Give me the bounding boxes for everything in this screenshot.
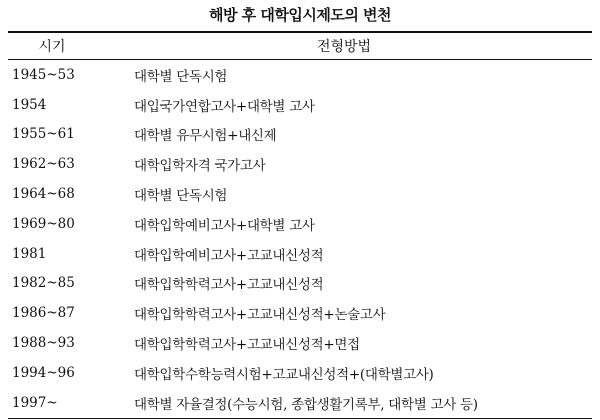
table-row bbox=[8, 358, 592, 388]
table-row bbox=[8, 388, 592, 418]
row-period: 1986~87 bbox=[12, 305, 75, 322]
row-method: 대학별 유무시험+내신제 bbox=[134, 128, 277, 145]
table-row bbox=[8, 149, 592, 179]
row-period: 1982~85 bbox=[12, 275, 75, 292]
table-row bbox=[8, 90, 592, 120]
row-period: 1994~96 bbox=[12, 364, 75, 381]
header-period: 시기 bbox=[38, 39, 66, 55]
table-row bbox=[8, 298, 592, 328]
row-method: 대학입학학력고사+고교내신성적 bbox=[134, 277, 324, 294]
table-row bbox=[8, 269, 592, 299]
table-row bbox=[8, 328, 592, 358]
table-header-row bbox=[8, 33, 592, 60]
row-method: 대학별 단독시험 bbox=[134, 188, 228, 205]
table-row bbox=[8, 209, 592, 239]
admission-system-table bbox=[8, 31, 592, 419]
row-period: 1955~61 bbox=[12, 126, 75, 143]
row-method: 대학별 단독시험 bbox=[134, 68, 228, 85]
row-period: 1988~93 bbox=[12, 335, 75, 352]
table-title: 해방 후 대학입시제도의 변천 bbox=[208, 6, 392, 24]
row-method: 대학입학예비고사+고교내신성적 bbox=[134, 247, 324, 264]
row-period: 1945~53 bbox=[12, 66, 75, 83]
table-row bbox=[8, 60, 592, 90]
row-period: 1997~ bbox=[12, 394, 58, 411]
row-method: 대학입학예비고사+대학별 고사 bbox=[134, 217, 315, 234]
row-method: 대학입학학력고사+고교내신성적+면접 bbox=[134, 337, 360, 354]
row-period: 1954 bbox=[12, 96, 47, 113]
row-method: 대학입학자격 국가고사 bbox=[134, 158, 266, 175]
row-period: 1964~68 bbox=[12, 186, 75, 203]
row-method: 대학입학학력고사+고교내신성적+논술고사 bbox=[134, 307, 386, 324]
header-method: 전형방법 bbox=[316, 39, 372, 55]
row-period: 1981 bbox=[12, 245, 47, 262]
row-period: 1962~63 bbox=[12, 156, 75, 173]
table-row bbox=[8, 179, 592, 209]
row-method: 대입국가연합고사+대학별 고사 bbox=[134, 98, 315, 115]
table-row bbox=[8, 120, 592, 150]
row-period: 1969~80 bbox=[12, 215, 75, 232]
row-method: 대학입학수학능력시험+고교내신성적+(대학별고사) bbox=[134, 366, 434, 383]
row-method: 대학별 자율결정(수능시험, 종합생활기록부, 대학별 고사 등) bbox=[134, 396, 478, 413]
table-row bbox=[8, 239, 592, 269]
